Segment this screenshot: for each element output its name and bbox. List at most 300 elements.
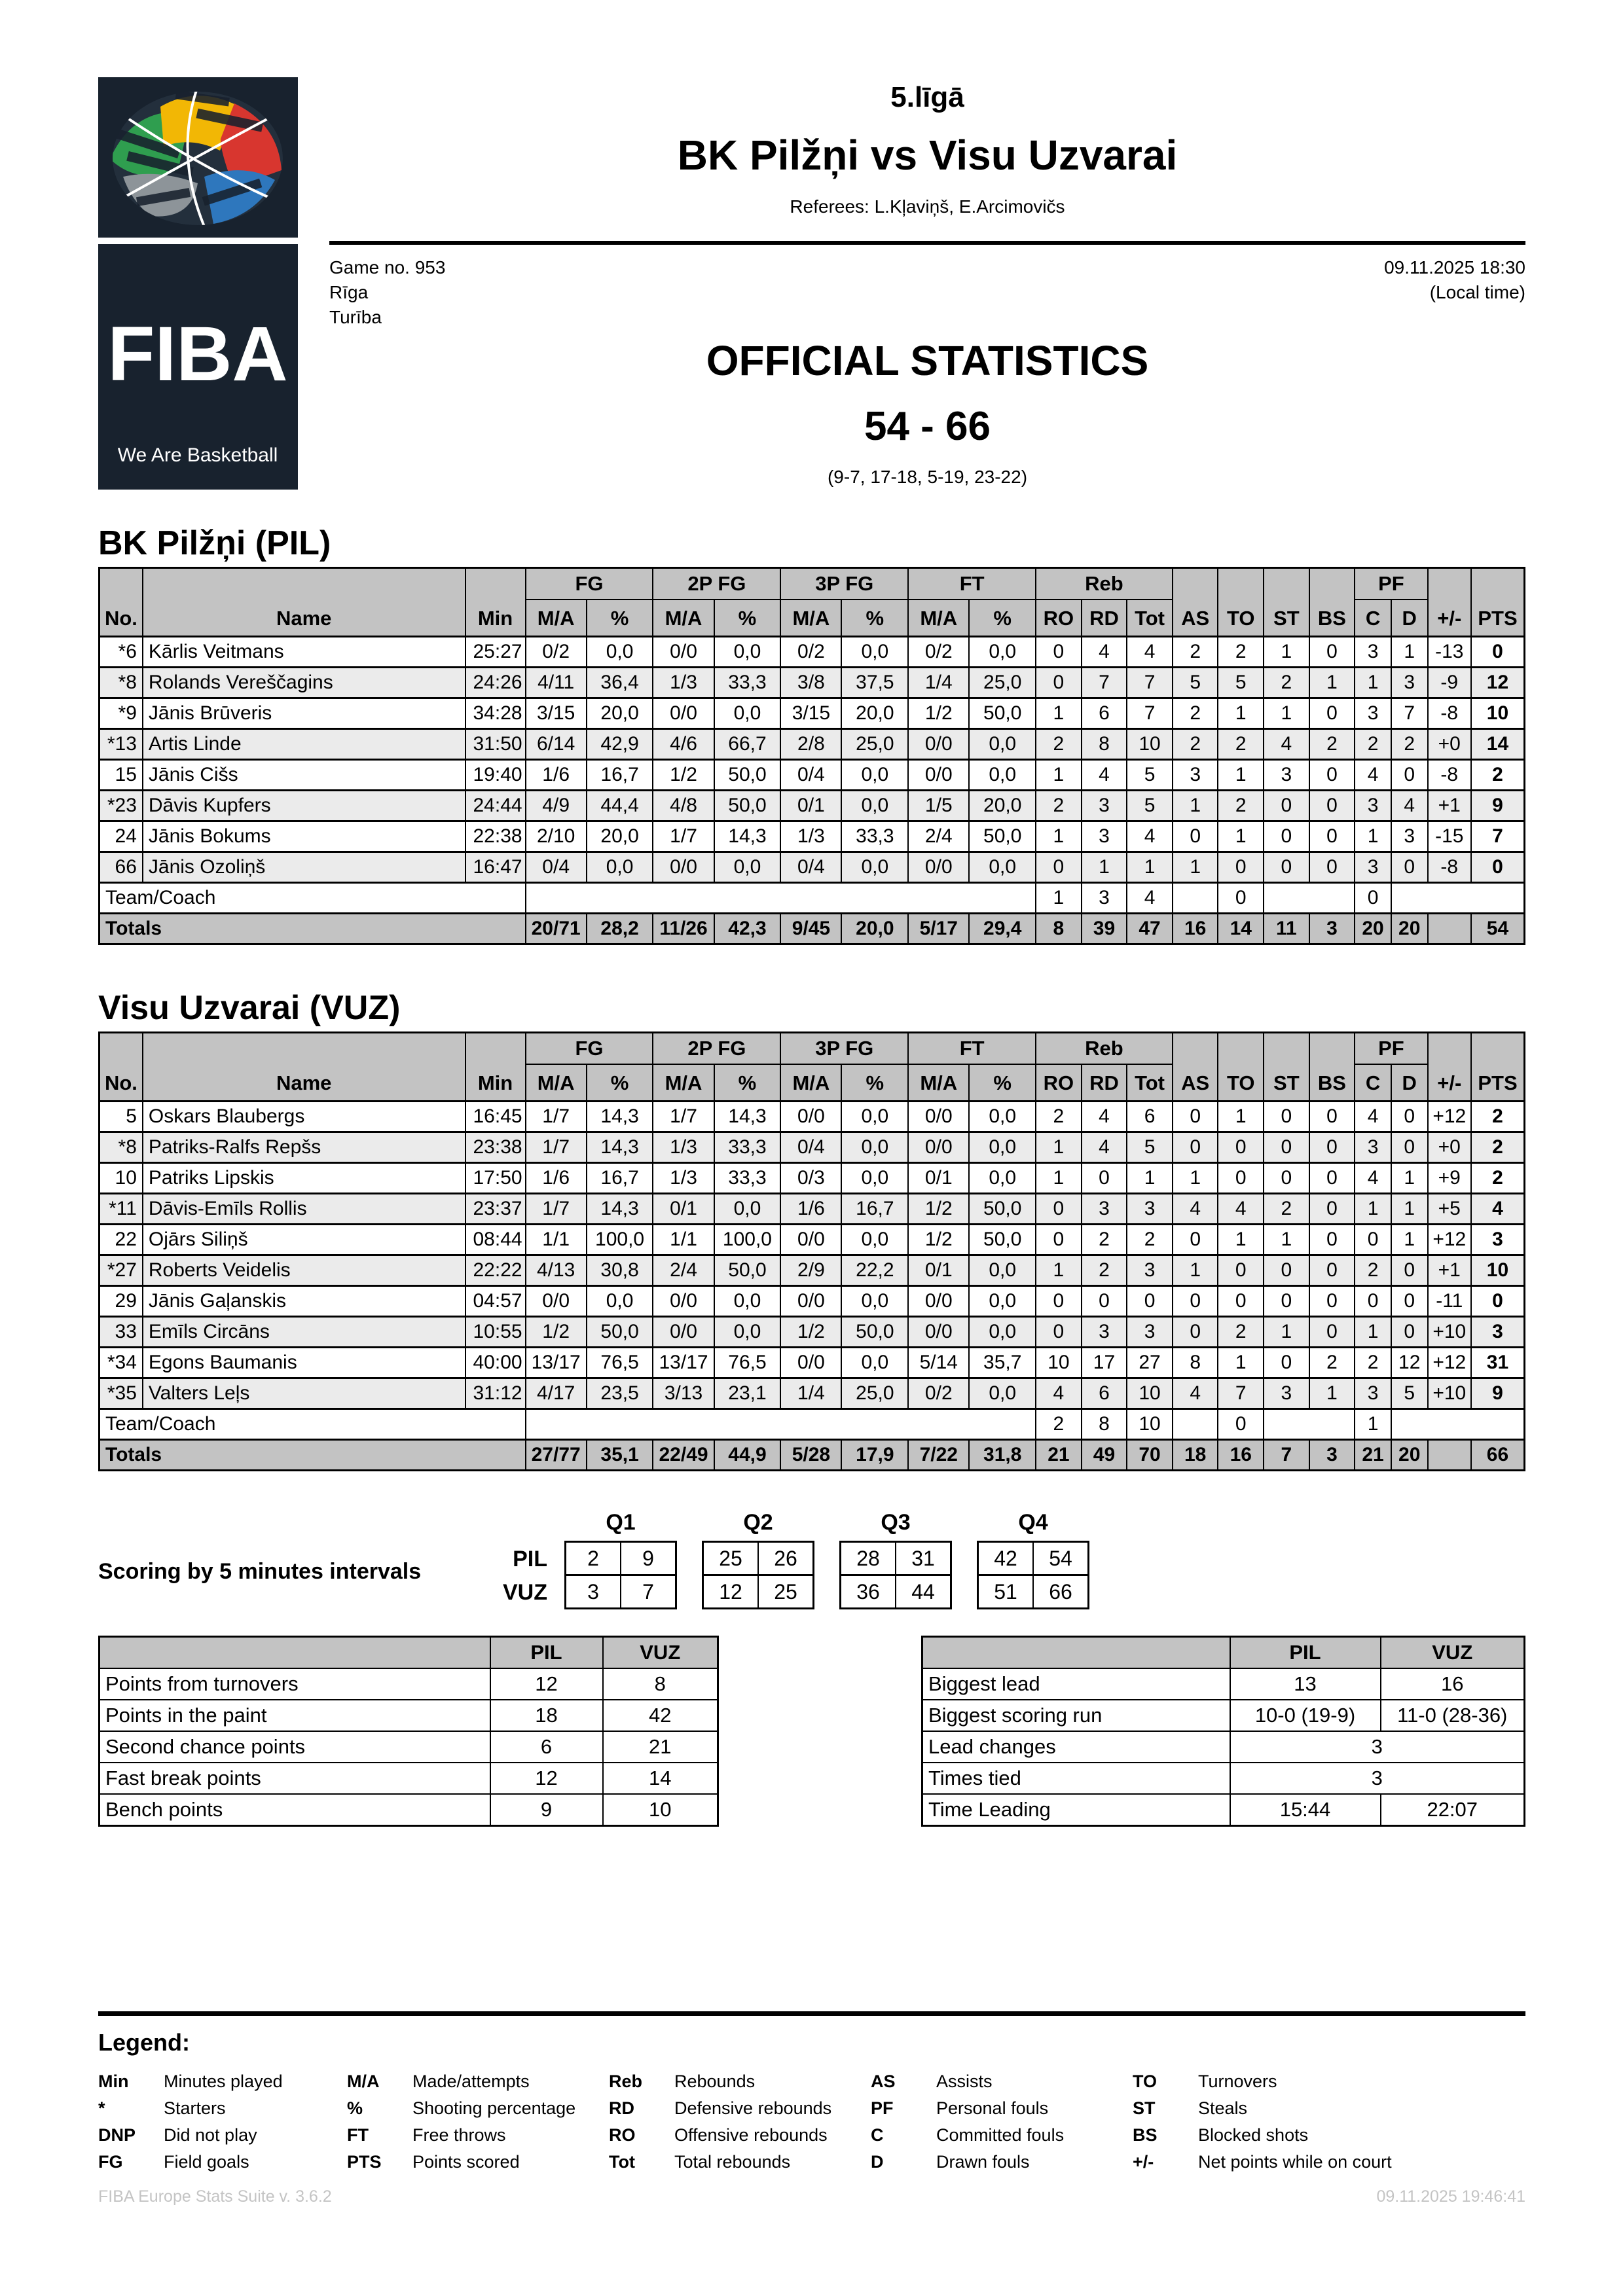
legend-abbr: PF: [871, 2098, 894, 2118]
stat-cell: 14,3: [587, 1194, 653, 1225]
stat-minutes: 16:47: [465, 852, 526, 883]
stat-cell: 0: [1309, 1255, 1355, 1286]
stat-cell: 1: [1391, 1163, 1428, 1194]
stat-cell: 0/0: [653, 1286, 714, 1317]
stat-cell: 0: [1218, 1286, 1264, 1317]
stat-cell: 0: [1309, 1317, 1355, 1348]
stat-cell: 7: [1082, 668, 1127, 698]
legend-columns: [98, 2068, 1525, 2176]
legend-abbr: RO: [609, 2125, 636, 2145]
quarter-score-cell: 25: [704, 1543, 759, 1574]
col-ft-percent: %: [969, 1064, 1036, 1102]
summary-row: [100, 1763, 718, 1794]
stat-cell: 0/0: [780, 1225, 841, 1255]
stat-cell: 3: [1082, 821, 1127, 852]
stat-points: 3: [1471, 1317, 1525, 1348]
stat-minutes: 22:38: [465, 821, 526, 852]
stat-cell: 1: [1218, 1225, 1264, 1255]
col-turnovers: TO: [1218, 1033, 1264, 1102]
stat-cell: 0: [1309, 821, 1355, 852]
legend-desc: Points scored: [412, 2152, 520, 2172]
stat-cell: 33,3: [714, 1163, 781, 1194]
stat-cell: 0,0: [714, 1286, 781, 1317]
stat-cell: 0,0: [841, 1348, 908, 1378]
stat-cell: 2: [1218, 729, 1264, 760]
legend-abbr: +/-: [1133, 2152, 1154, 2172]
team-coach-row: [100, 1409, 1525, 1440]
stat-cell: 0,0: [841, 637, 908, 668]
stat-cell: 0: [1309, 760, 1355, 791]
totals-cell: 5/17: [908, 914, 969, 944]
scoring-spacer: [491, 1510, 547, 1543]
stat-cell: 0: [1218, 883, 1264, 914]
summary-row-label: Points in the paint: [100, 1700, 490, 1731]
stat-cell: 0/0: [908, 1132, 969, 1163]
col-fg-percent: %: [587, 600, 653, 637]
stat-cell: 0: [1391, 1255, 1428, 1286]
col-points: PTS: [1471, 568, 1525, 637]
legend-desc: Drawn fouls: [936, 2152, 1030, 2172]
col-min: Min: [465, 568, 526, 637]
col-name: Name: [143, 568, 465, 637]
legend-desc: Field goals: [164, 2152, 249, 2172]
totals-cell: 14: [1218, 914, 1264, 944]
stat-cell: 0: [1036, 668, 1082, 698]
stat-cell: 0,0: [714, 637, 781, 668]
legend-item: [1133, 2122, 1519, 2149]
team-coach-label: Team/Coach: [100, 1409, 526, 1440]
stat-cell: 42,9: [587, 729, 653, 760]
stat-cell: 1/2: [653, 760, 714, 791]
player-row: [100, 1286, 1525, 1317]
stat-cell: 2: [1173, 637, 1218, 668]
legend-item: [871, 2149, 1133, 2176]
col-2p-percent: %: [714, 600, 781, 637]
stat-minutes: 17:50: [465, 1163, 526, 1194]
legend-desc: Committed fouls: [936, 2125, 1065, 2145]
stat-cell: 3: [1264, 760, 1309, 791]
stat-cell: 0: [1309, 637, 1355, 668]
player-number: 24: [100, 821, 143, 852]
col-turnovers: TO: [1218, 568, 1264, 637]
quarter-score-box: [702, 1541, 814, 1609]
stat-cell: 0,0: [714, 1194, 781, 1225]
stat-cell: 0: [1036, 1317, 1082, 1348]
stat-cell: 14,3: [587, 1132, 653, 1163]
stat-cell: 25,0: [969, 668, 1036, 698]
stat-cell: 2: [1264, 1194, 1309, 1225]
stat-cell: 1: [1036, 821, 1082, 852]
player-number: *6: [100, 637, 143, 668]
summary-col-pil: PIL: [1230, 1637, 1381, 1669]
legend-column: [1133, 2068, 1519, 2176]
summary-vuz-value: 42: [603, 1700, 718, 1731]
summary-vuz-value: 21: [603, 1731, 718, 1763]
stat-minutes: 22:22: [465, 1255, 526, 1286]
player-name: Patriks-Ralfs Repšs: [143, 1132, 465, 1163]
stat-cell: 1/2: [908, 698, 969, 729]
stat-cell: 4: [1264, 729, 1309, 760]
legend-abbr: TO: [1133, 2072, 1158, 2091]
stat-cell: +12: [1428, 1225, 1471, 1255]
legend-column: [609, 2068, 871, 2176]
stat-cell: 0/0: [780, 1348, 841, 1378]
col-fg-made-attempts: M/A: [526, 1064, 587, 1102]
player-row: [100, 1225, 1525, 1255]
stat-cell: 10: [1127, 1409, 1173, 1440]
stat-cell: 3: [1355, 637, 1391, 668]
stat-cell: 50,0: [714, 760, 781, 791]
fiba-logo: [98, 77, 298, 490]
scoring-intervals-section: [98, 1508, 1525, 1609]
stat-cell: 0,0: [841, 1102, 908, 1132]
stat-cell: 3: [1355, 852, 1391, 883]
empty-cell: [1173, 883, 1218, 914]
stat-cell: 4: [1127, 637, 1173, 668]
stat-cell: 1/4: [908, 668, 969, 698]
legend-item: [98, 2068, 347, 2095]
stat-cell: 8: [1082, 1409, 1127, 1440]
stat-minutes: 31:12: [465, 1378, 526, 1409]
totals-cell: 49: [1082, 1440, 1127, 1471]
stat-cell: +10: [1428, 1378, 1471, 1409]
stat-cell: 0,0: [969, 1286, 1036, 1317]
stat-cell: 50,0: [587, 1317, 653, 1348]
totals-cell: 18: [1173, 1440, 1218, 1471]
quarter-score-cell: 9: [642, 1546, 654, 1570]
stat-cell: 0,0: [969, 1378, 1036, 1409]
col-name: Name: [143, 1033, 465, 1102]
player-number: 66: [100, 852, 143, 883]
stat-cell: 0/2: [780, 637, 841, 668]
col-group-ft: FT: [908, 1033, 1036, 1065]
stat-cell: 1: [1355, 1317, 1391, 1348]
summary-vuz-value: 22:07: [1381, 1794, 1525, 1826]
stat-cell: 3: [1355, 1132, 1391, 1163]
legend-item: [1133, 2095, 1519, 2122]
stat-cell: 5: [1218, 668, 1264, 698]
stat-cell: 13/17: [526, 1348, 587, 1378]
fiba-basketball-icon: [98, 77, 298, 238]
summary-pil-value: 13: [1230, 1668, 1381, 1700]
totals-cell: 70: [1127, 1440, 1173, 1471]
footer-app-version: FIBA Europe Stats Suite v. 3.6.2: [98, 2187, 332, 2206]
stat-cell: 0,0: [714, 852, 781, 883]
stat-points: 4: [1471, 1194, 1525, 1225]
stat-cell: 14,3: [714, 821, 781, 852]
stat-cell: 1: [1036, 1255, 1082, 1286]
stat-cell: 1: [1391, 1194, 1428, 1225]
scoring-team-pil: PIL: [513, 1547, 547, 1571]
legend-abbr: *: [98, 2098, 105, 2118]
stat-cell: +12: [1428, 1102, 1471, 1132]
stat-points: 10: [1471, 698, 1525, 729]
stats-header-group-row: [100, 1033, 1525, 1065]
stat-cell: 6: [1082, 1378, 1127, 1409]
stat-cell: 4: [1036, 1378, 1082, 1409]
stat-cell: 0,0: [969, 760, 1036, 791]
stat-cell: 33,3: [841, 821, 908, 852]
totals-cell: 44,9: [714, 1440, 781, 1471]
stat-minutes: 24:26: [465, 668, 526, 698]
quarter-score-cell: 3: [566, 1576, 621, 1607]
stat-cell: 3: [1355, 791, 1391, 821]
stat-cell: 1/7: [526, 1132, 587, 1163]
stat-cell: 13/17: [653, 1348, 714, 1378]
stats-header-group-row: [100, 568, 1525, 600]
stat-cell: 0,0: [841, 1225, 908, 1255]
legend-item: [1133, 2149, 1519, 2176]
stat-cell: 14,3: [587, 1102, 653, 1132]
quarter-column: [702, 1508, 814, 1609]
stat-cell: 1: [1355, 1194, 1391, 1225]
col-fouls-committed: C: [1355, 600, 1391, 637]
stat-points: 2: [1471, 1102, 1525, 1132]
stat-cell: 25,0: [841, 1378, 908, 1409]
stats-body: [100, 637, 1525, 944]
summary-row-label: Time Leading: [922, 1794, 1230, 1826]
stat-minutes: 34:28: [465, 698, 526, 729]
stat-cell: 4/17: [526, 1378, 587, 1409]
quarter-score-cell: 36: [841, 1576, 896, 1607]
stat-cell: 33,3: [714, 668, 781, 698]
summary-row-label: Biggest lead: [922, 1668, 1230, 1700]
player-number: 22: [100, 1225, 143, 1255]
stat-cell: 1: [1264, 637, 1309, 668]
stat-cell: 0: [1264, 821, 1309, 852]
totals-cell: 11: [1264, 914, 1309, 944]
col-plusminus: +/-: [1428, 568, 1471, 637]
stat-cell: 23,1: [714, 1378, 781, 1409]
stat-cell: 0: [1173, 1132, 1218, 1163]
stat-cell: 2: [1036, 791, 1082, 821]
player-row: [100, 1255, 1525, 1286]
legend-section: [98, 2011, 1525, 2176]
summary-row: [922, 1731, 1525, 1763]
stat-cell: 50,0: [714, 791, 781, 821]
stat-cell: 3/15: [526, 698, 587, 729]
stat-cell: 0/4: [780, 852, 841, 883]
stat-cell: 1/7: [653, 821, 714, 852]
stat-cell: 0: [1218, 1255, 1264, 1286]
summary-left-table: [98, 1636, 719, 1827]
stat-cell: 4: [1082, 760, 1127, 791]
stat-cell: 30,8: [587, 1255, 653, 1286]
team-coach-label: Team/Coach: [100, 883, 526, 914]
player-name: Rolands Vereščagins: [143, 668, 465, 698]
stat-cell: 0,0: [714, 1317, 781, 1348]
summary-header-row: [922, 1637, 1525, 1669]
stat-cell: 2: [1036, 1102, 1082, 1132]
stat-points: 31: [1471, 1348, 1525, 1378]
quarter-score-row: [979, 1576, 1087, 1607]
totals-cell: 66: [1471, 1440, 1525, 1471]
legend-title: Legend:: [98, 2029, 190, 2056]
quarter-column: [564, 1508, 677, 1609]
summary-row: [922, 1700, 1525, 1731]
league-name: 5.līgā: [890, 81, 964, 113]
stat-cell: 2: [1218, 637, 1264, 668]
stat-cell: 4: [1355, 1163, 1391, 1194]
stat-cell: 2: [1127, 1225, 1173, 1255]
stat-cell: 0: [1264, 1286, 1309, 1317]
stat-cell: 0/0: [653, 698, 714, 729]
stat-cell: -13: [1428, 637, 1471, 668]
stat-points: 7: [1471, 821, 1525, 852]
legend-desc: Shooting percentage: [412, 2098, 576, 2118]
stat-cell: 1: [1218, 1348, 1264, 1378]
stat-cell: 0: [1391, 852, 1428, 883]
stat-cell: 5: [1173, 668, 1218, 698]
stat-cell: 50,0: [841, 1317, 908, 1348]
stat-cell: 0/1: [908, 1255, 969, 1286]
totals-cell: 7/22: [908, 1440, 969, 1471]
quarter-score-cell: 12: [704, 1576, 759, 1607]
stat-cell: 0: [1309, 852, 1355, 883]
stat-cell: 1/7: [526, 1102, 587, 1132]
legend-abbr: %: [347, 2098, 363, 2118]
team-stats-table: [98, 567, 1525, 945]
stat-cell: 0: [1355, 1225, 1391, 1255]
stat-cell: 3: [1391, 821, 1428, 852]
col-blocks: BS: [1309, 1033, 1355, 1102]
legend-abbr: Min: [98, 2072, 129, 2091]
game-venue: Turība: [329, 307, 382, 327]
stat-cell: 0,0: [714, 698, 781, 729]
col-2p-made-attempts: M/A: [653, 1064, 714, 1102]
stat-cell: 0: [1264, 1132, 1309, 1163]
footer-timestamp: 09.11.2025 19:46:41: [1376, 2187, 1525, 2206]
stat-cell: 0/3: [780, 1163, 841, 1194]
stat-cell: 0: [1264, 1163, 1309, 1194]
stat-cell: 5: [1127, 1132, 1173, 1163]
stat-minutes: 31:50: [465, 729, 526, 760]
summary-row-label: Second chance points: [100, 1731, 490, 1763]
summary-row: [100, 1731, 718, 1763]
col-plusminus: +/-: [1428, 1033, 1471, 1102]
empty-cell: [1264, 1409, 1355, 1440]
player-row: [100, 1317, 1525, 1348]
summary-header: [922, 1637, 1525, 1669]
stat-cell: 3: [1082, 1194, 1127, 1225]
col-group-fg: FG: [526, 1033, 653, 1065]
stat-cell: 1: [1036, 1163, 1082, 1194]
legend-desc: Defensive rebounds: [674, 2098, 832, 2118]
totals-cell: 16: [1173, 914, 1218, 944]
stat-cell: 66,7: [714, 729, 781, 760]
stat-cell: 0/4: [526, 852, 587, 883]
stat-cell: 1/7: [526, 1194, 587, 1225]
stat-cell: 0,0: [841, 791, 908, 821]
stat-cell: 0: [1218, 1163, 1264, 1194]
player-name: Dāvis Kupfers: [143, 791, 465, 821]
stat-cell: 1/2: [780, 1317, 841, 1348]
stat-cell: 4: [1127, 821, 1173, 852]
stat-cell: 0/2: [908, 637, 969, 668]
player-row: [100, 1163, 1525, 1194]
totals-cell: 27/77: [526, 1440, 587, 1471]
player-name: Emīls Circāns: [143, 1317, 465, 1348]
stat-minutes: 04:57: [465, 1286, 526, 1317]
stat-cell: 0: [1391, 1317, 1428, 1348]
stat-cell: 3: [1082, 1317, 1127, 1348]
stat-cell: 20,0: [587, 821, 653, 852]
team-stats-table: [98, 1031, 1525, 1471]
quarter-score-box: [839, 1541, 952, 1609]
stat-cell: 4: [1391, 791, 1428, 821]
stat-cell: 1: [1309, 668, 1355, 698]
col-fouls-committed: C: [1355, 1064, 1391, 1102]
legend-desc: Turnovers: [1198, 2072, 1277, 2091]
legend-desc: Personal fouls: [936, 2098, 1049, 2118]
quarter-score-row: [704, 1576, 812, 1607]
totals-cell: 20: [1391, 1440, 1428, 1471]
stat-cell: 2: [1173, 698, 1218, 729]
quarter-score-cell: 2: [566, 1543, 621, 1574]
stat-cell: 0: [1082, 1163, 1127, 1194]
stat-cell: 4/11: [526, 668, 587, 698]
quarter-column: [839, 1508, 952, 1609]
stats-body: [100, 1102, 1525, 1471]
stat-cell: 0: [1309, 698, 1355, 729]
quarter-score-box: [977, 1541, 1089, 1609]
legend-item: [609, 2068, 871, 2095]
stat-cell: 0/0: [908, 1286, 969, 1317]
totals-cell: 16: [1218, 1440, 1264, 1471]
stat-cell: 1/6: [780, 1194, 841, 1225]
stat-cell: 1: [1127, 1163, 1173, 1194]
stat-cell: 0: [1391, 1132, 1428, 1163]
stat-cell: 2: [1173, 729, 1218, 760]
stat-cell: 0: [1264, 852, 1309, 883]
stat-points: 2: [1471, 1163, 1525, 1194]
legend-item: [347, 2149, 609, 2176]
summary-header: [100, 1637, 718, 1669]
player-name: Roberts Veidelis: [143, 1255, 465, 1286]
empty-cell: [1391, 883, 1525, 914]
legend-abbr: ST: [1133, 2098, 1156, 2118]
player-name: Jānis Gaļanskis: [143, 1286, 465, 1317]
player-name: Egons Baumanis: [143, 1348, 465, 1378]
stat-cell: 4/9: [526, 791, 587, 821]
totals-cell: 20/71: [526, 914, 587, 944]
totals-cell: 20: [1355, 914, 1391, 944]
summary-vuz-value: 16: [1381, 1668, 1525, 1700]
stat-cell: 33,3: [714, 1132, 781, 1163]
stat-cell: -8: [1428, 698, 1471, 729]
totals-label: Totals: [100, 1440, 526, 1471]
stat-cell: 1/3: [780, 821, 841, 852]
local-time-note: (Local time): [1429, 282, 1525, 302]
stat-cell: 12: [1391, 1348, 1428, 1378]
stat-cell: 6/14: [526, 729, 587, 760]
scoring-team-labels: [491, 1510, 547, 1609]
stat-cell: 0/1: [780, 791, 841, 821]
stat-cell: 3: [1173, 760, 1218, 791]
stat-cell: 2: [1309, 1348, 1355, 1378]
referees-line: Referees: L.Kļaviņš, E.Arcimovičs: [790, 196, 1065, 217]
stat-cell: 0: [1264, 1102, 1309, 1132]
player-row: [100, 698, 1525, 729]
quarter-score-row: [841, 1576, 950, 1607]
totals-cell: 21: [1036, 1440, 1082, 1471]
stat-cell: 3: [1264, 1378, 1309, 1409]
stat-cell: 0: [1309, 1286, 1355, 1317]
totals-cell: 8: [1036, 914, 1082, 944]
stat-cell: 36,4: [587, 668, 653, 698]
stat-cell: 0: [1264, 1348, 1309, 1378]
game-info-right: [1384, 255, 1525, 330]
